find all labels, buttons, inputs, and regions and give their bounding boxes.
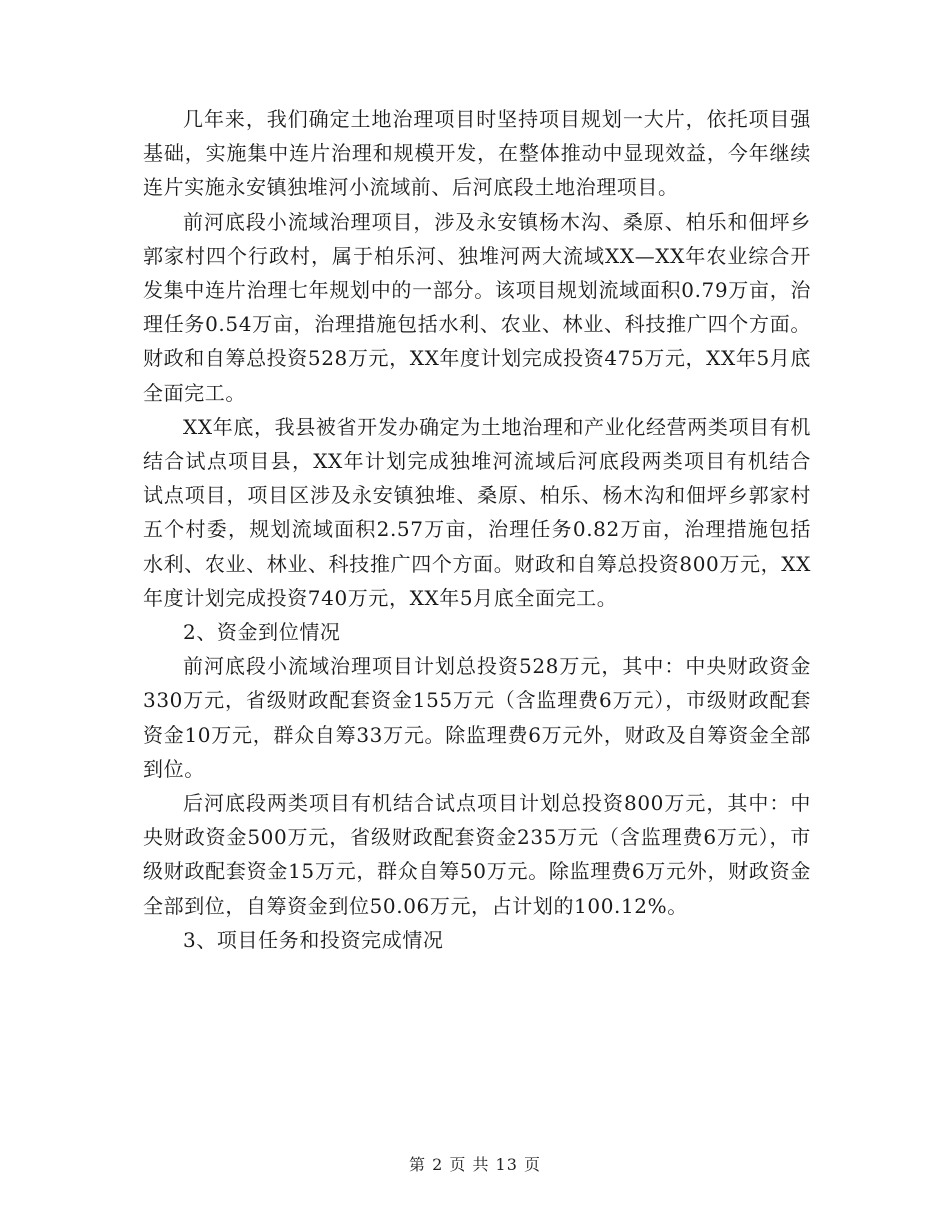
- section-heading-progress: 3、项目任务和投资完成情况: [183, 927, 444, 952]
- paragraph-back-funding: 后河底段两类项目有机结合试点项目计划总投资800万元，其中：中央财政资金500万元，省级财政配套资金235万元（含监理费6万元），市级财政配套资金15万元，群众自筹50万元。除监理费6万元外，财政资金全部到位，自筹资金到位50.06万元，占计划的100.12%。: [143, 791, 811, 918]
- paragraph-front-funding: 前河底段小流域治理项目计划总投资528万元，其中：中央财政资金330万元，省级财政配套资金155万元（含监理费6万元），市级财政配套资金10万元，群众自筹33万元。除监理费6万元外，财政及自筹资金全部到位。: [143, 654, 811, 781]
- paragraph-intro: 几年来，我们确定土地治理项目时坚持项目规划一大片，依托项目强基础，实施集中连片治理和规模开发，在整体推动中显现效益，今年继续连片实施永安镇独堆河小流域前、后河底段土地治理项目。: [143, 107, 811, 200]
- section-heading-funding: 2、资金到位情况: [183, 620, 341, 645]
- paragraph-front-section: 前河底段小流域治理项目，涉及永安镇杨木沟、桑原、柏乐和佃坪乡郭家村四个行政村，属于柏乐河、独堆河两大流域XX—XX年农业综合开发集中连片治理七年规划中的一部分。该项目规划流域面积0.79万亩，治理任务0.54万亩，治理措施包括水利、农业、林业、科技推广四个方面。财政和自筹总投资528万元，XX年度计划完成投资475万元，XX年5月底全面完工。: [143, 209, 811, 405]
- document-body: [143, 102, 811, 957]
- paragraph-back-section: XX年底，我县被省开发办确定为土地治理和产业化经营两类项目有机结合试点项目县，XX年计划完成独堆河流域后河底段两类项目有机结合试点项目，项目区涉及永安镇独堆、桑原、柏乐、杨木沟和佃坪乡郭家村五个村委，规划流域面积2.57万亩，治理任务0.82万亩，治理措施包括水利、农业、林业、科技推广四个方面。财政和自筹总投资800万元，XX年度计划完成投资740万元，XX年5月底全面完工。: [143, 414, 811, 610]
- page-number-footer: 第 2 页 共 13 页: [409, 1155, 541, 1174]
